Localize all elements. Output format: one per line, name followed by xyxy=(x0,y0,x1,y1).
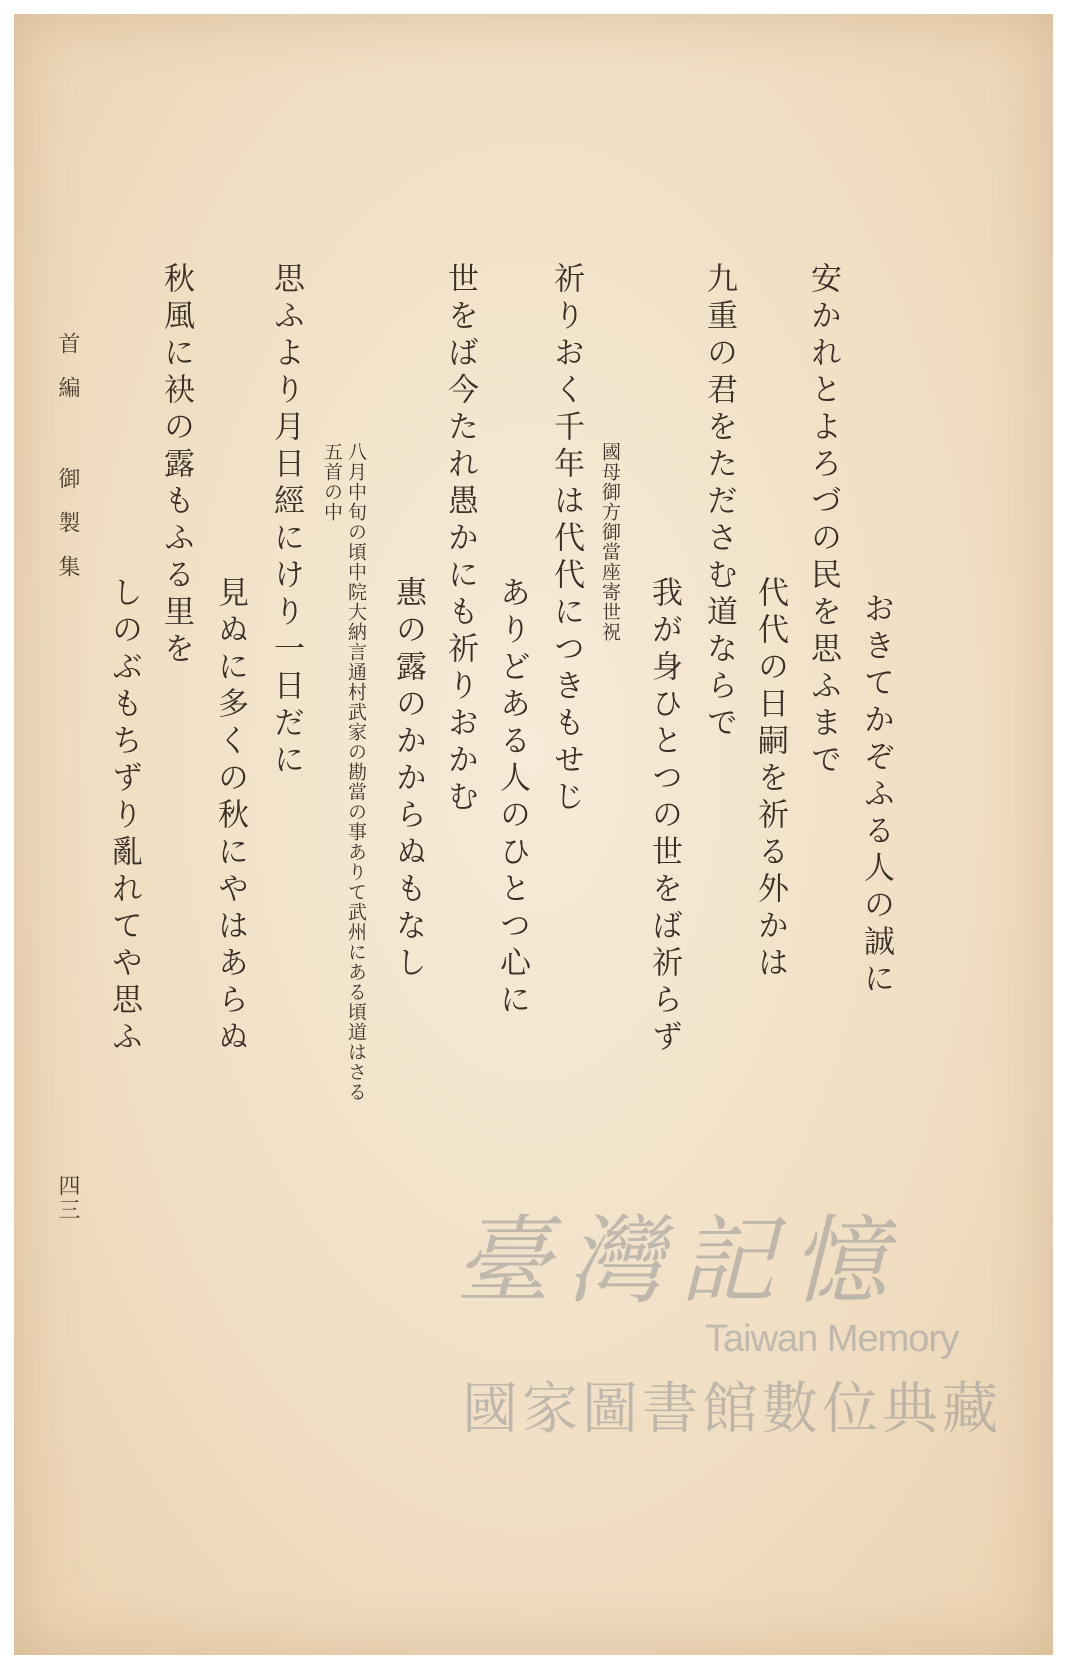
poem-line: 安かれとよろづの民を思ふまで xyxy=(805,262,841,780)
poem-line: おきてかぞふる人の誠に xyxy=(858,592,894,999)
running-header: 首編 御製集 xyxy=(55,332,80,599)
poem-line: 祈りおく千年は代代につきもせじ xyxy=(548,262,584,817)
poem-title-cont: 五首の中 xyxy=(321,442,343,522)
watermark-chinese: 國家圖書館數位典藏 xyxy=(462,1377,1002,1442)
poem-line: 代代の日嗣を祈る外かは xyxy=(752,576,788,983)
watermark-logo: 臺灣記憶 xyxy=(455,1205,903,1317)
poem-title: 八月中旬の頃中院大納言通村武家の勘當の事ありて武州にある頃道はさる xyxy=(345,442,367,1102)
page-number: 四三 xyxy=(55,1174,80,1222)
poem-line: 秋風に袂の露もふる里を xyxy=(158,262,194,669)
poem-line: しのぶもちずり亂れてや思ふ xyxy=(106,576,142,1057)
watermark-english: Taiwan Memory xyxy=(705,1318,959,1360)
poem-line: ありどある人のひとつ心に xyxy=(494,576,530,1020)
poem-title: 國母御方御當座寄世祝 xyxy=(599,442,621,642)
poem-line: 我が身ひとつの世をば祈らず xyxy=(646,576,682,1057)
poem-line: 思ふより月日經にけり一日だに xyxy=(268,262,304,780)
poem-line: 世をば今たれ愚かにも祈りおかむ xyxy=(442,262,478,817)
poem-line: 惠の露のかからぬもなし xyxy=(390,576,426,983)
poem-line: 見ぬに多くの秋にやはあらぬ xyxy=(212,576,248,1057)
poem-line: 九重の君をたださむ道ならで xyxy=(701,262,737,743)
